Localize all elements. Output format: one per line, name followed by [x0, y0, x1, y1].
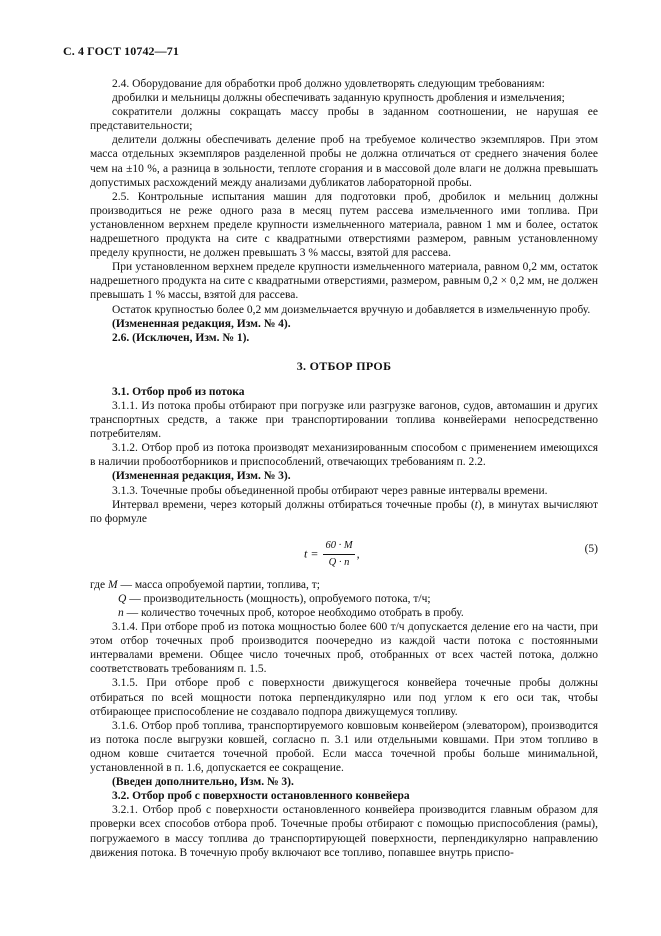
legend-row-n	[90, 606, 598, 620]
formula-legend	[90, 578, 598, 620]
paragraph-3-1-5: 3.1.5. При отборе проб с поверхности движущегося конвейера точечные пробы должны отбираться по всей мощности потока перпендикулярно или под углом к его оси так, чтобы отбирающее приспособление не создавало подпора движущемуся топливу.	[90, 677, 598, 718]
legend-m-desc: — масса опробуемой партии, топлива, т;	[117, 578, 321, 591]
edit-note-3-1-2: (Измененная редакция, Изм. № 3).	[112, 470, 291, 483]
legend-row-m	[90, 578, 598, 592]
interval-variable: t	[474, 498, 478, 511]
interval-text-post: ), в минутах вычисляют по формуле	[90, 498, 598, 525]
formula-fraction	[323, 539, 354, 570]
legend-where: где	[90, 578, 106, 591]
legend-n-var: n	[118, 607, 124, 619]
document-body	[90, 77, 598, 860]
formula-number: (5)	[584, 542, 598, 555]
legend-row-q	[90, 592, 598, 606]
paragraph-3-1-2: 3.1.2. Отбор проб из потока производят механизированным способом с применением имеющихся в наличии пробоотборников и приспособлений, отвечающих требованиям п. 2.2.	[90, 442, 598, 469]
paragraph-3-1-3: 3.1.3. Точечные пробы объединенной пробы отбирают через равные интервалы времени.	[112, 484, 548, 497]
edit-note-2-5: (Измененная редакция, Изм. № 4).	[112, 317, 291, 330]
subsection-3-1-title: 3.1. Отбор проб из потока	[112, 385, 245, 398]
legend-m-var: M	[107, 578, 118, 591]
formula-numerator: 60 · M	[323, 539, 354, 555]
interval-text-pre: Интервал времени, через который должны отбираться точечные пробы (	[112, 498, 475, 511]
paragraph-2-5-second: При установленном верхнем пределе крупности измельченного материала, равном 0,2 мм, остаток надрешетного продукта на сите с квадратными отверстиями, размером, равным 0,2 × 0,2 мм, не должен превышать 1 % массы, взятой для рассева.	[90, 261, 598, 302]
paragraph-3-1-3-interval	[90, 498, 598, 526]
page-header: С. 4 ГОСТ 10742—71	[63, 44, 179, 58]
legend-q-var: Q	[118, 592, 127, 605]
paragraph-2-6: 2.6. (Исключен, Изм. № 1).	[112, 331, 250, 344]
formula-lhs: t =	[304, 546, 319, 561]
edit-note-3-1-6: (Введен дополнительно, Изм. № 3).	[112, 776, 294, 789]
legend-q-desc: — производительность (мощность), опробуемого потока, т/ч;	[126, 592, 431, 605]
paragraph-3-1-6: 3.1.6. Отбор проб топлива, транспортируемого ковшовым конвейером (элеватором), производится из потока после выгрузки ковшей, согласно п. 3.1 или отдельными ковшами. При этом топливо в одном ковше считается точечной пробой. Если масса точечной пробы больше минимальной, установленной в п. 1.6, допускается ее сокращение.	[90, 719, 598, 775]
paragraph-2-5-third: Остаток крупностью более 0,2 мм доизмельчается вручную и добавляется в измельченную пробу.	[112, 303, 591, 316]
formula-expression	[304, 539, 360, 570]
paragraph-2-4-reducers: сократители должны сокращать массу пробы в заданном соотношении, не нарушая ее представительности;	[90, 106, 598, 133]
formula-tail: ,	[356, 546, 360, 561]
formula-denominator: Q · n	[328, 556, 350, 568]
subsection-3-2-title: 3.2. Отбор проб с поверхности остановленного конвейера	[112, 790, 410, 803]
paragraph-2-4-crushers: дробилки и мельницы должны обеспечивать заданную крупность дробления и измельчения;	[112, 92, 565, 105]
paragraph-3-2-1: 3.2.1. Отбор проб с поверхности остановленного конвейера производится главным образом для проверки всех способов отбора проб. Точечные пробы отбирают с помощью приспособления (рамы), погружаемого в массу топлива до транспортирующей поверхности, перпендикулярно направлению движения потока. В точечную пробу включают все топливо, попавшее внутрь приспо-	[90, 804, 598, 859]
paragraph-2-4-dividers: делители должны обеспечивать деление проб на требуемое количество экземпляров. При этом масса отдельных экземпляров разделенной пробы не должна отличаться от среднего значения более чем на ±10 %, а разница в зольности, теплоте сгорания и в массовой доле влаги не должна превышать допустимых расхождений между анализами дубликатов лабораторной пробы.	[90, 134, 598, 189]
paragraph-2-5: 2.5. Контрольные испытания машин для подготовки проб, дробилок и мельниц должны производиться не реже одного раза в месяц путем рассева измельченного ими топлива. При установленном верхнем пределе крупности измельченного материала, равном 1 мм и более, остаток надрешетного продукта на сите с квадратными отверстиями размером, равным установленному пределу крупности, не должен превышать 3 % массы, взятой для рассева.	[90, 190, 598, 260]
paragraph-3-1-4: 3.1.4. При отборе проб из потока мощностью более 600 т/ч допускается деление его на части, при этом отбор точечных проб производится поочередно из каждой части потока с постоянными интервалами времени. Общее число точечных проб, отобранных от всех частей потока, должно соответствовать требованиям п. 1.5.	[90, 621, 598, 676]
paragraph-2-4-intro: 2.4. Оборудование для обработки проб должно удовлетворять следующим требованиям:	[112, 78, 545, 90]
section-3-title: 3. ОТБОР ПРОБ	[296, 358, 392, 373]
formula-5	[90, 532, 598, 570]
legend-n-desc: — количество точечных проб, которое необходимо отобрать в пробу.	[123, 607, 464, 619]
paragraph-3-1-1: 3.1.1. Из потока пробы отбирают при погрузке или разгрузке вагонов, судов, автомашин и других транспортных средств, а также при транспортировании топлива конвейерами непосредственно потребителям.	[90, 399, 598, 441]
